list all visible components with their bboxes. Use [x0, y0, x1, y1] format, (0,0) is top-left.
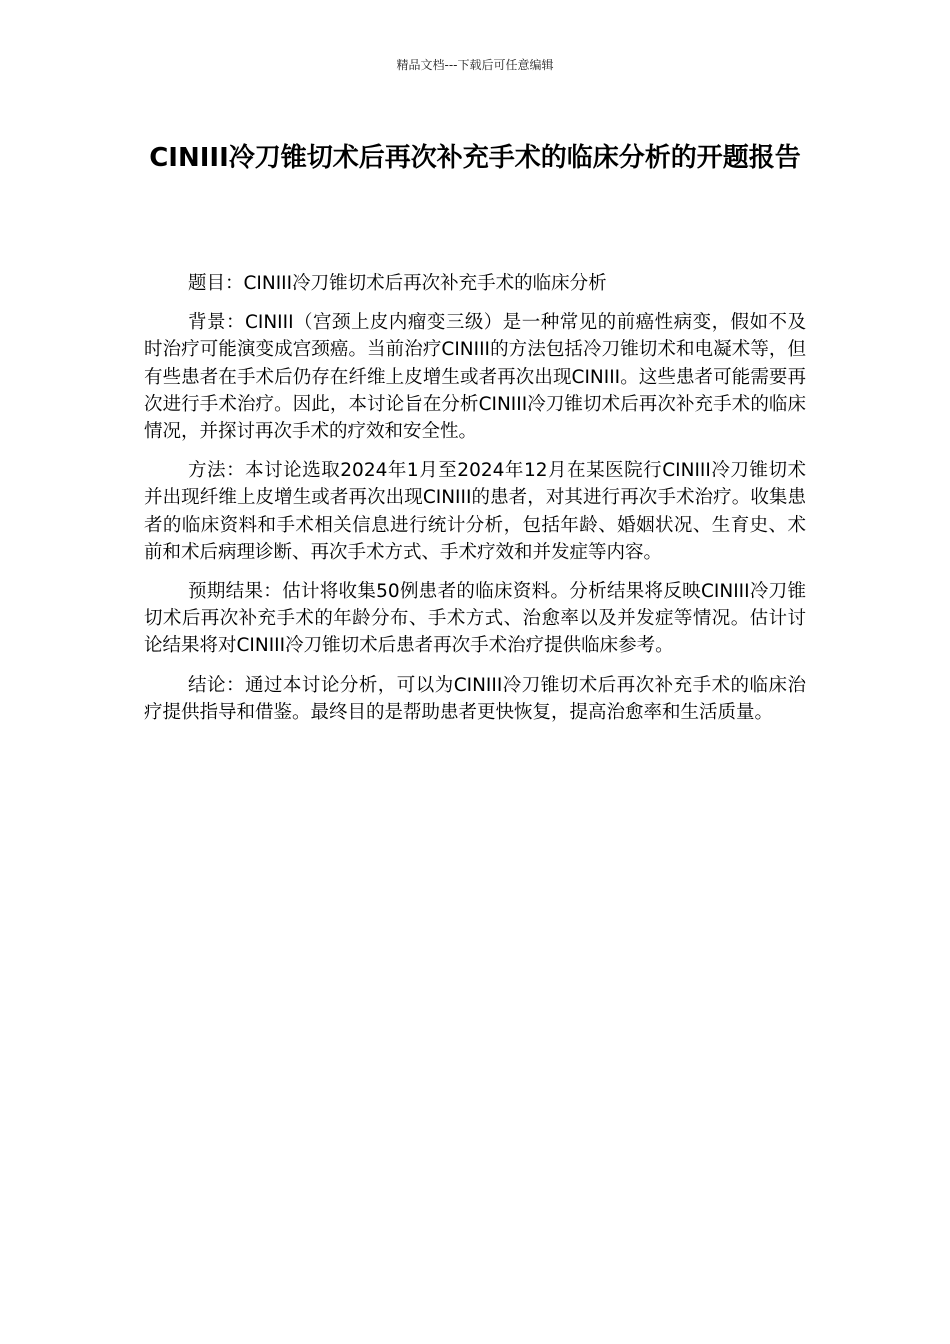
- document-title: CINIII冷刀锥切术后再次补充手术的临床分析的开题报告: [149, 143, 801, 173]
- document-body: [144, 270, 806, 738]
- paragraph-expected-results: 预期结果：估计将收集50例患者的临床资料。分析结果将反映CINIII冷刀锥切术后再次补充手术的年龄分布、手术方式、治愈率以及并发症等情况。估计讨论结果将对CINIII冷刀锥切术后患者再次手术治疗提供临床参考。: [144, 581, 806, 657]
- paragraph-background: 背景：CINIII（宫颈上皮内瘤变三级）是一种常见的前癌性病变，假如不及时治疗可能演变成宫颈癌。当前治疗CINIII的方法包括冷刀锥切术和电凝术等，但有些患者在手术后仍存在纤维上皮增生或者再次出现CINIII。这些患者可能需要再次进行手术治疗。因此，本讨论旨在分析CINIII冷刀锥切术后再次补充手术的临床情况，并探讨再次手术的疗效和安全性。: [144, 312, 806, 443]
- paragraph-topic: 题目：CINIII冷刀锥切术后再次补充手术的临床分析: [188, 273, 607, 294]
- paragraph-conclusion: 结论：通过本讨论分析，可以为CINIII冷刀锥切术后再次补充手术的临床治疗提供指导和借鉴。最终目的是帮助患者更快恢复，提高治愈率和生活质量。: [144, 674, 806, 723]
- paragraph-method: 方法：本讨论选取2024年1月至2024年12月在某医院行CINIII冷刀锥切术并出现纤维上皮增生或者再次出现CINIII的患者，对其进行再次手术治疗。收集患者的临床资料和手术相关信息进行统计分析，包括年龄、婚姻状况、生育史、术前和术后病理诊断、再次手术方式、手术疗效和并发症等内容。: [144, 460, 806, 563]
- header-note: 精品文档---下载后可任意编辑: [396, 58, 554, 72]
